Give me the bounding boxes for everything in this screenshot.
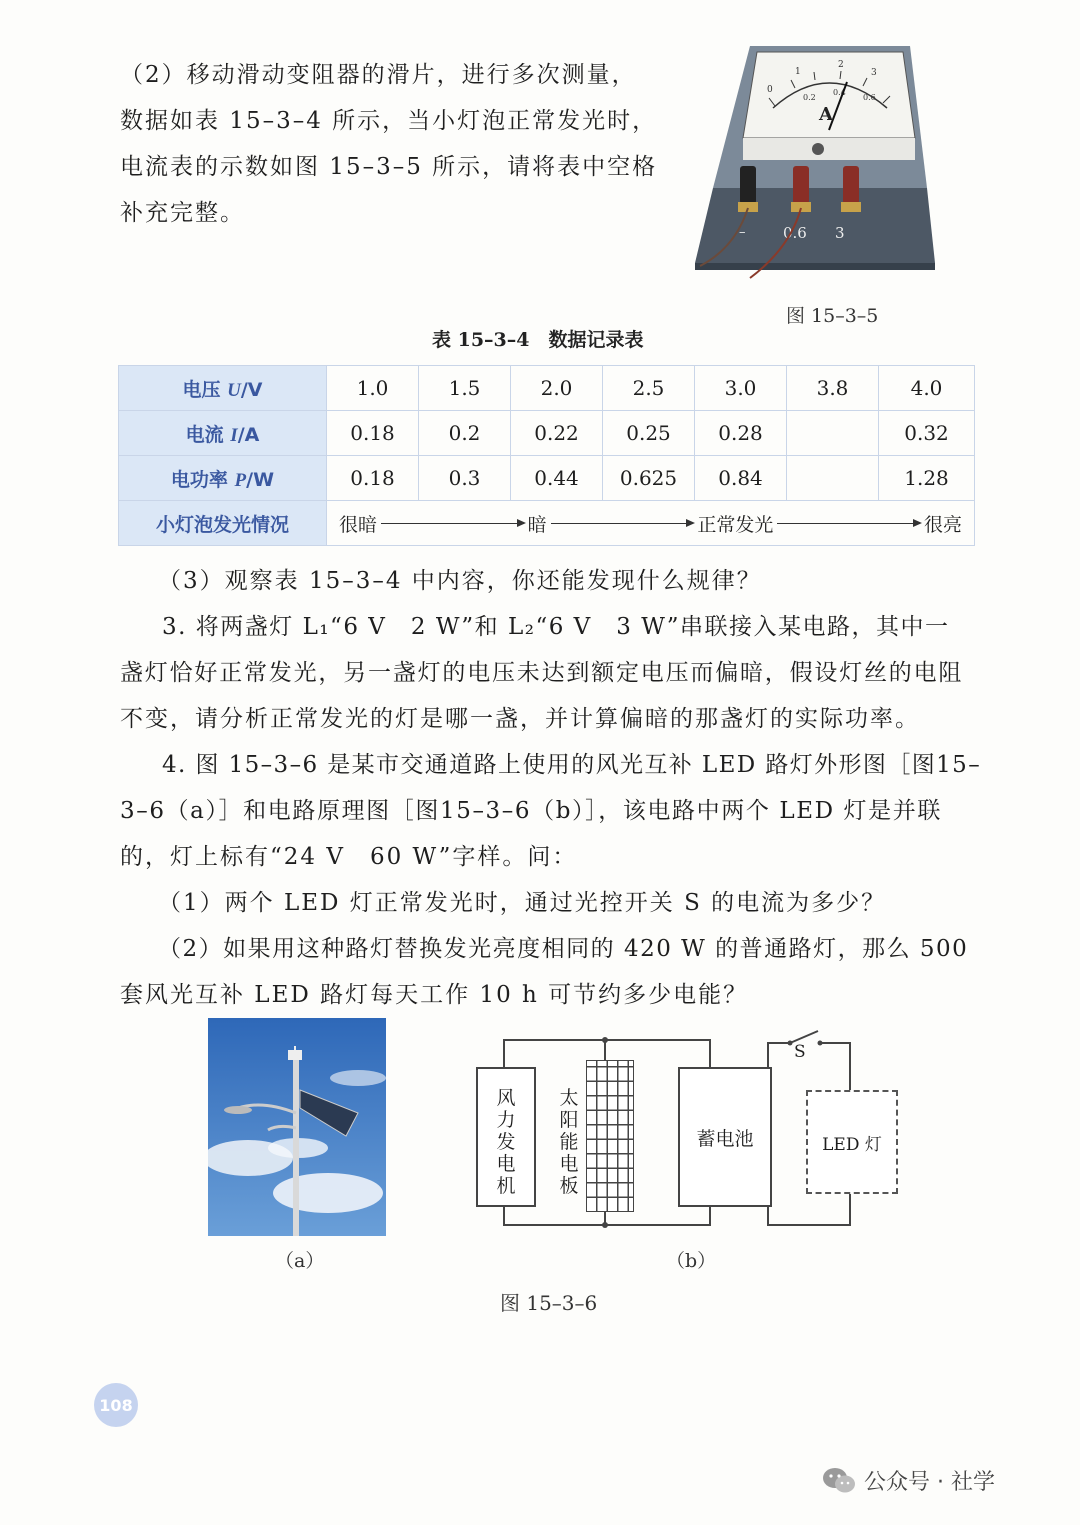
table-cell: 0.84 bbox=[695, 456, 787, 501]
solar-panel-box bbox=[586, 1060, 634, 1212]
table-row-power bbox=[119, 456, 975, 501]
brightness-very-bright: 很亮 bbox=[923, 513, 962, 536]
battery-box bbox=[678, 1067, 772, 1207]
p4-question-2-line-1: （2）如果用这种路灯替换发光亮度相同的 420 W 的普通路灯，那么 500 bbox=[158, 936, 969, 962]
table-cell: 2.0 bbox=[511, 366, 603, 411]
q2-line-3: 电流表的示数如图 15–3–5 所示，请将表中空格 bbox=[120, 154, 658, 180]
table-cell: 4.0 bbox=[879, 366, 975, 411]
q3-text: （3）观察表 15–3–4 中内容，你还能发现什么规律？ bbox=[158, 568, 762, 594]
arrow-icon bbox=[551, 523, 694, 524]
table-cell-blank bbox=[787, 456, 879, 501]
data-table bbox=[118, 365, 975, 546]
table-cell: 0.18 bbox=[327, 456, 419, 501]
table-row-voltage bbox=[119, 366, 975, 411]
table-cell: 0.18 bbox=[327, 411, 419, 456]
led-lamp-label: LED 灯 bbox=[822, 1134, 882, 1155]
question-2-text bbox=[120, 52, 680, 236]
meter-label-0: 0 bbox=[767, 85, 773, 95]
row-label-current: 电流 I/A bbox=[119, 411, 327, 456]
p4-line-2: 3–6（a）］和电路原理图［图15–3–6（b）］，该电路中两个 LED 灯是并联 bbox=[120, 798, 942, 824]
q2-line-1: （2）移动滑动变阻器的滑片，进行多次测量， bbox=[120, 62, 637, 88]
meter-label-3: 3 bbox=[871, 68, 877, 78]
brightness-progression bbox=[327, 510, 974, 537]
p3-line-2: 盏灯恰好正常发光，另一盏灯的电压未达到额定电压而偏暗，假设灯丝的电阻 bbox=[120, 660, 964, 686]
wechat-icon bbox=[822, 1467, 856, 1495]
table-cell: 0.625 bbox=[603, 456, 695, 501]
p4-question-1: （1）两个 LED 灯正常发光时，通过光控开关 S 的电流为多少？ bbox=[158, 890, 887, 916]
brightness-normal: 正常发光 bbox=[697, 513, 774, 536]
circuit-diagram bbox=[470, 1025, 910, 1230]
q2-line-4: 补充完整。 bbox=[120, 200, 245, 226]
solar-panel-label: 太阳能电板 bbox=[559, 1087, 579, 1197]
table-cell: 0.32 bbox=[879, 411, 975, 456]
switch-label: S bbox=[794, 1042, 806, 1062]
table-title: 表 15–3–4 数据记录表 bbox=[432, 329, 644, 351]
brightness-dim: 暗 bbox=[527, 513, 547, 536]
solar-panel-grid bbox=[587, 1061, 633, 1211]
table-row-current bbox=[119, 411, 975, 456]
fig-1535-caption: 图 15–3–5 bbox=[786, 305, 879, 327]
table-cell: 0.2 bbox=[419, 411, 511, 456]
fig-1536-caption: 图 15–3–6 bbox=[500, 1291, 598, 1315]
ammeter-illustration bbox=[695, 38, 935, 283]
meter-sub-label-0: 0.2 bbox=[803, 93, 816, 102]
table-cell: 0.3 bbox=[419, 456, 511, 501]
led-lamp-box bbox=[806, 1090, 898, 1194]
q2-line-2: 数据如表 15–3–4 所示，当小灯泡正常发光时， bbox=[120, 108, 658, 134]
terminal-label-06: 0.6 bbox=[783, 224, 807, 242]
arrow-icon bbox=[381, 523, 524, 524]
row-label-power: 电功率 P/W bbox=[119, 456, 327, 501]
meter-label-2: 2 bbox=[838, 60, 844, 70]
p4-line-3: 的，灯上标有“24 V 60 W”字样。问： bbox=[120, 844, 578, 870]
question-3-and-problems bbox=[120, 558, 1000, 1018]
p3-line-1: 3. 将两盏灯 L₁“6 V 2 W”和 L₂“6 V 3 W”串联接入某电路，其中一 bbox=[162, 614, 950, 640]
subfigure-b-label: （b） bbox=[666, 1250, 717, 1272]
row-label-brightness: 小灯泡发光情况 bbox=[119, 501, 327, 546]
meter-sub-label-2: 0.6 bbox=[863, 93, 876, 102]
p4-question-2-line-2: 套风光互补 LED 路灯每天工作 10 h 可节约多少电能？ bbox=[120, 982, 749, 1008]
table-row-brightness bbox=[119, 501, 975, 546]
page-number: 108 bbox=[94, 1383, 138, 1427]
subfigure-a-label: （a） bbox=[275, 1250, 325, 1272]
meter-label-1: 1 bbox=[795, 67, 801, 77]
table-cell: 0.44 bbox=[511, 456, 603, 501]
table-cell-blank bbox=[787, 411, 879, 456]
arrow-icon bbox=[777, 523, 920, 524]
table-cell: 0.28 bbox=[695, 411, 787, 456]
p3-line-3: 不变，请分析正常发光的灯是哪一盏，并计算偏暗的那盏灯的实际功率。 bbox=[120, 706, 920, 732]
wind-generator-box bbox=[476, 1067, 536, 1207]
table-cell: 0.25 bbox=[603, 411, 695, 456]
meter-unit: A bbox=[819, 104, 833, 125]
table-cell: 0.22 bbox=[511, 411, 603, 456]
watermark-text: 公众号 · 社学 bbox=[864, 1470, 995, 1495]
row-label-voltage: 电压 U/V bbox=[119, 366, 327, 411]
wind-generator-label: 风力发电机 bbox=[496, 1087, 516, 1197]
terminal-label-minus: – bbox=[739, 225, 746, 240]
p4-line-1: 4. 图 15–3–6 是某市交通道路上使用的风光互补 LED 路灯外形图［图15– bbox=[162, 752, 982, 778]
meter-sub-label-1: 0.4 bbox=[833, 88, 846, 97]
table-cell: 1.5 bbox=[419, 366, 511, 411]
brightness-very-dim: 很暗 bbox=[339, 513, 378, 536]
battery-label: 蓄电池 bbox=[696, 1127, 754, 1150]
watermark bbox=[822, 1465, 995, 1496]
table-cell: 3.8 bbox=[787, 366, 879, 411]
street-lamp-photo bbox=[208, 1018, 386, 1236]
terminal-label-3: 3 bbox=[835, 224, 845, 242]
table-cell: 1.0 bbox=[327, 366, 419, 411]
table-cell: 1.28 bbox=[879, 456, 975, 501]
table-cell: 3.0 bbox=[695, 366, 787, 411]
table-cell: 2.5 bbox=[603, 366, 695, 411]
